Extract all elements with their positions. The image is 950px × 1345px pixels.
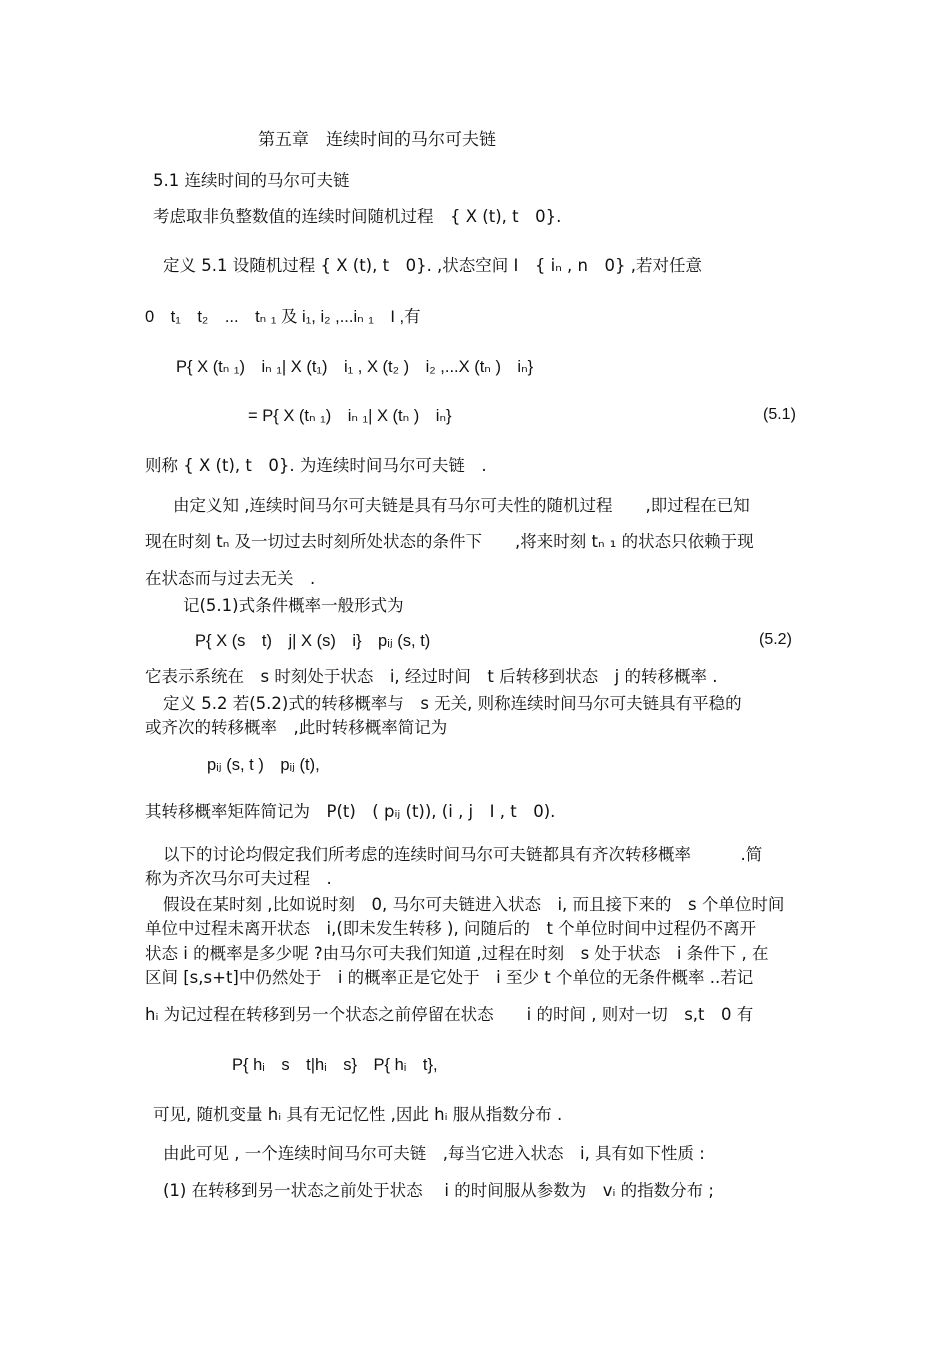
paragraph-line: 或齐次的转移概率 ,此时转移概率简记为 [145, 718, 448, 737]
transition-matrix-line: 其转移概率矩阵简记为 P(t) ( pᵢⱼ (t)), (i , j I , t 0). [145, 802, 556, 821]
paragraph-line: 单位中过程未离开状态 i,(即未发生转移 ), 问随后的 t 个单位时间中过程仍不离开 [145, 919, 757, 938]
section-title: 5.1 连续时间的马尔可夫链 [153, 171, 350, 190]
paragraph-line: 在状态而与过去无关 . [145, 569, 316, 588]
paragraph-line: 由定义知 ,连续时间马尔可夫链是具有马尔可夫性的随机过程 ,即过程在已知 [173, 496, 750, 515]
paragraph-line: 现在时刻 tₙ 及一切过去时刻所处状态的条件下 ,将来时刻 tₙ ₁ 的状态只依赖于现 [145, 532, 754, 551]
property-item-1: (1) 在转移到另一状态之前处于状态 i 的时间服从参数为 vᵢ 的指数分布 ; [163, 1181, 714, 1200]
paragraph-line: 可见, 随机变量 hᵢ 具有无记忆性 ,因此 hᵢ 服从指数分布 . [153, 1105, 563, 1124]
equation-number-5-1: (5.1) [763, 406, 796, 423]
markov-equation-lhs: P{ X (tₙ ₁) iₙ ₁| X (t₁) i₁ , X (t₂ ) i₂ ,...X (tₙ ) iₙ} [176, 358, 534, 376]
paragraph-line: 以下的讨论均假定我们所考虑的连续时间马尔可夫链都具有齐次转移概率 .简 [163, 845, 763, 864]
memoryless-equation: P{ hᵢ s t|hᵢ s} P{ hᵢ t}, [232, 1056, 438, 1074]
definition-5-2: 定义 5.2 若(5.2)式的转移概率与 s 无关, 则称连续时间马尔可夫链具有平稳的 [163, 694, 742, 713]
homogeneous-transition-equation: pᵢⱼ (s, t ) pᵢⱼ (t), [207, 756, 320, 774]
chapter-title: 第五章 连续时间的马尔可夫链 [258, 130, 496, 150]
transition-probability-equation: P{ X (s t) j| X (s) i} pᵢⱼ (s, t) [195, 632, 431, 650]
paragraph-line: 称为齐次马尔可夫过程 . [145, 869, 332, 888]
paragraph-line: 区间 [s,s+t]中仍然处于 i 的概率正是它处于 i 至少 t 个单位的无条件概率 ..若记 [145, 968, 754, 987]
definition-5-1: 定义 5.1 设随机过程 { X (t), t 0}. ,状态空间 I { iₙ , n 0} ,若对任意 [163, 256, 702, 275]
paragraph-line: 由此可见 , 一个连续时间马尔可夫链 ,每当它进入状态 i, 具有如下性质 : [163, 1144, 705, 1163]
intro-line: 考虑取非负整数值的连续时间随机过程 { X (t), t 0}. [153, 207, 562, 226]
equation-number-5-2: (5.2) [759, 631, 792, 648]
paragraph-line: hᵢ 为记过程在转移到另一个状态之前停留在状态 i 的时间 , 则对一切 s,t 0 有 [145, 1005, 754, 1024]
paragraph-line: 它表示系统在 s 时刻处于状态 i, 经过时间 t 后转移到状态 j 的转移概率 . [145, 667, 718, 686]
time-index-condition: 0 t₁ t₂ ... tₙ ₁ 及 i₁, i₂ ,...iₙ ₁ I ,有 [145, 308, 421, 326]
paragraph-line: 假设在某时刻 ,比如说时刻 0, 马尔可夫链进入状态 i, 而且接下来的 s 个单位时间 [163, 895, 785, 914]
markov-chain-definition: 则称 { X (t), t 0}. 为连续时间马尔可夫链 . [145, 456, 487, 475]
paragraph-line: 记(5.1)式条件概率一般形式为 [183, 596, 404, 615]
paragraph-line: 状态 i 的概率是多少呢 ?由马尔可夫我们知道 ,过程在时刻 s 处于状态 i 条件下 , 在 [145, 944, 769, 963]
markov-equation-rhs: = P{ X (tₙ ₁) iₙ ₁| X (tₙ ) iₙ} [248, 407, 452, 425]
